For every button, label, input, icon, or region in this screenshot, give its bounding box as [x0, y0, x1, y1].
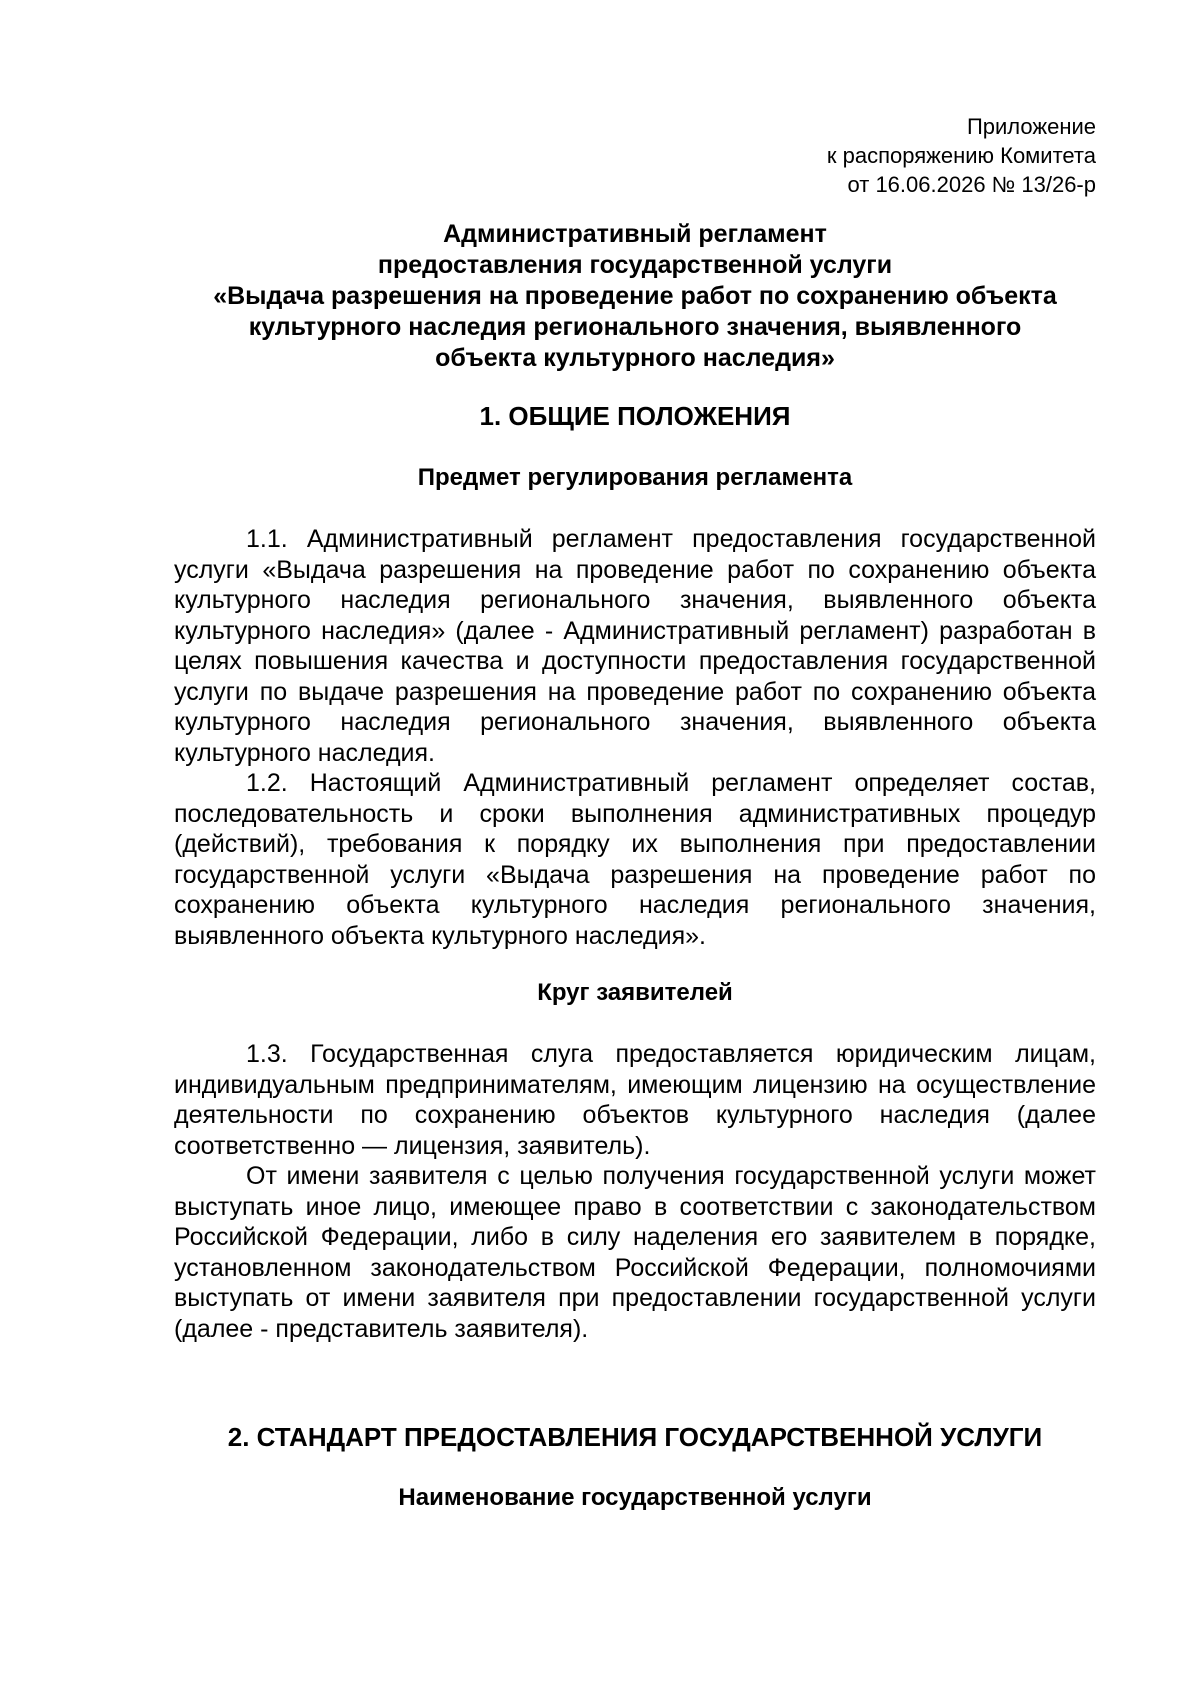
- subsection-service-name-heading: Наименование государственной услуги: [398, 1484, 872, 1511]
- title-line-1: Административный регламент: [443, 220, 827, 248]
- subject-paragraphs: [174, 524, 1096, 951]
- paragraph-1-2: 1.2. Настоящий Административный регламент определяет состав, последовательность и сроки выполнения административных процедур (действий), требования к порядку их выполнения при предоставлении государственной услуги «Выдача разрешения на проведение работ по сохранению объекта культурного наследия регионального значения, выявленного объекта культурного наследия».: [174, 769, 1096, 950]
- paragraph-1-1: 1.1. Административный регламент предоставления государственной услуги «Выдача разрешения на проведение работ по сохранению объекта культурного наследия регионального значения, выявленного объекта культурного наследия» (далее - Административный регламент) разработан в целях повышения качества и доступности предоставления государственной услуги по выдаче разрешения на проведение работ по сохранению объекта культурного наследия регионального значения, выявленного объекта культурного наследия.: [174, 525, 1096, 767]
- title-line-5: объекта культурного наследия»: [435, 344, 835, 372]
- subsection-subject-heading: Предмет регулирования регламента: [417, 464, 853, 491]
- appendix-line-3: от 16.06.2026 № 13/26-р: [847, 172, 1096, 197]
- document-page: [174, 0, 1096, 1697]
- section-2-heading: 2. СТАНДАРТ ПРЕДОСТАВЛЕНИЯ ГОСУДАРСТВЕННОЙ УСЛУГИ: [227, 1422, 1043, 1452]
- section-1-heading: 1. ОБЩИЕ ПОЛОЖЕНИЯ: [479, 401, 791, 431]
- appendix-line-1: Приложение: [966, 114, 1096, 139]
- appendix-line-2: к распоряжению Комитета: [826, 143, 1096, 168]
- paragraph-representative: От имени заявителя с целью получения государственной услуги может выступать иное лицо, имеющее право в соответствии с законодательством Российской Федерации, либо в силу наделения его заявителем в порядке, установленном законодательством Российской Федерации, полномочиями выступать от имени заявителя при предоставлении государственной услуги (далее - представитель заявителя).: [174, 1162, 1096, 1343]
- title-line-2: предоставления государственной услуги: [377, 251, 893, 279]
- applicants-paragraphs: [174, 1039, 1096, 1344]
- title-line-3: «Выдача разрешения на проведение работ по сохранению объекта: [213, 282, 1057, 310]
- paragraph-1-3: 1.3. Государственная слуга предоставляется юридическим лицам, индивидуальным предпринимателям, имеющим лицензию на осуществление деятельности по сохранению объектов культурного наследия (далее соответственно — лицензия, заявитель).: [174, 1040, 1096, 1160]
- title-line-4: культурного наследия регионального значения, выявленного: [248, 313, 1022, 341]
- appendix-note: [827, 112, 1096, 199]
- document-title: [144, 219, 1126, 374]
- subsection-applicants-heading: Круг заявителей: [537, 979, 733, 1006]
